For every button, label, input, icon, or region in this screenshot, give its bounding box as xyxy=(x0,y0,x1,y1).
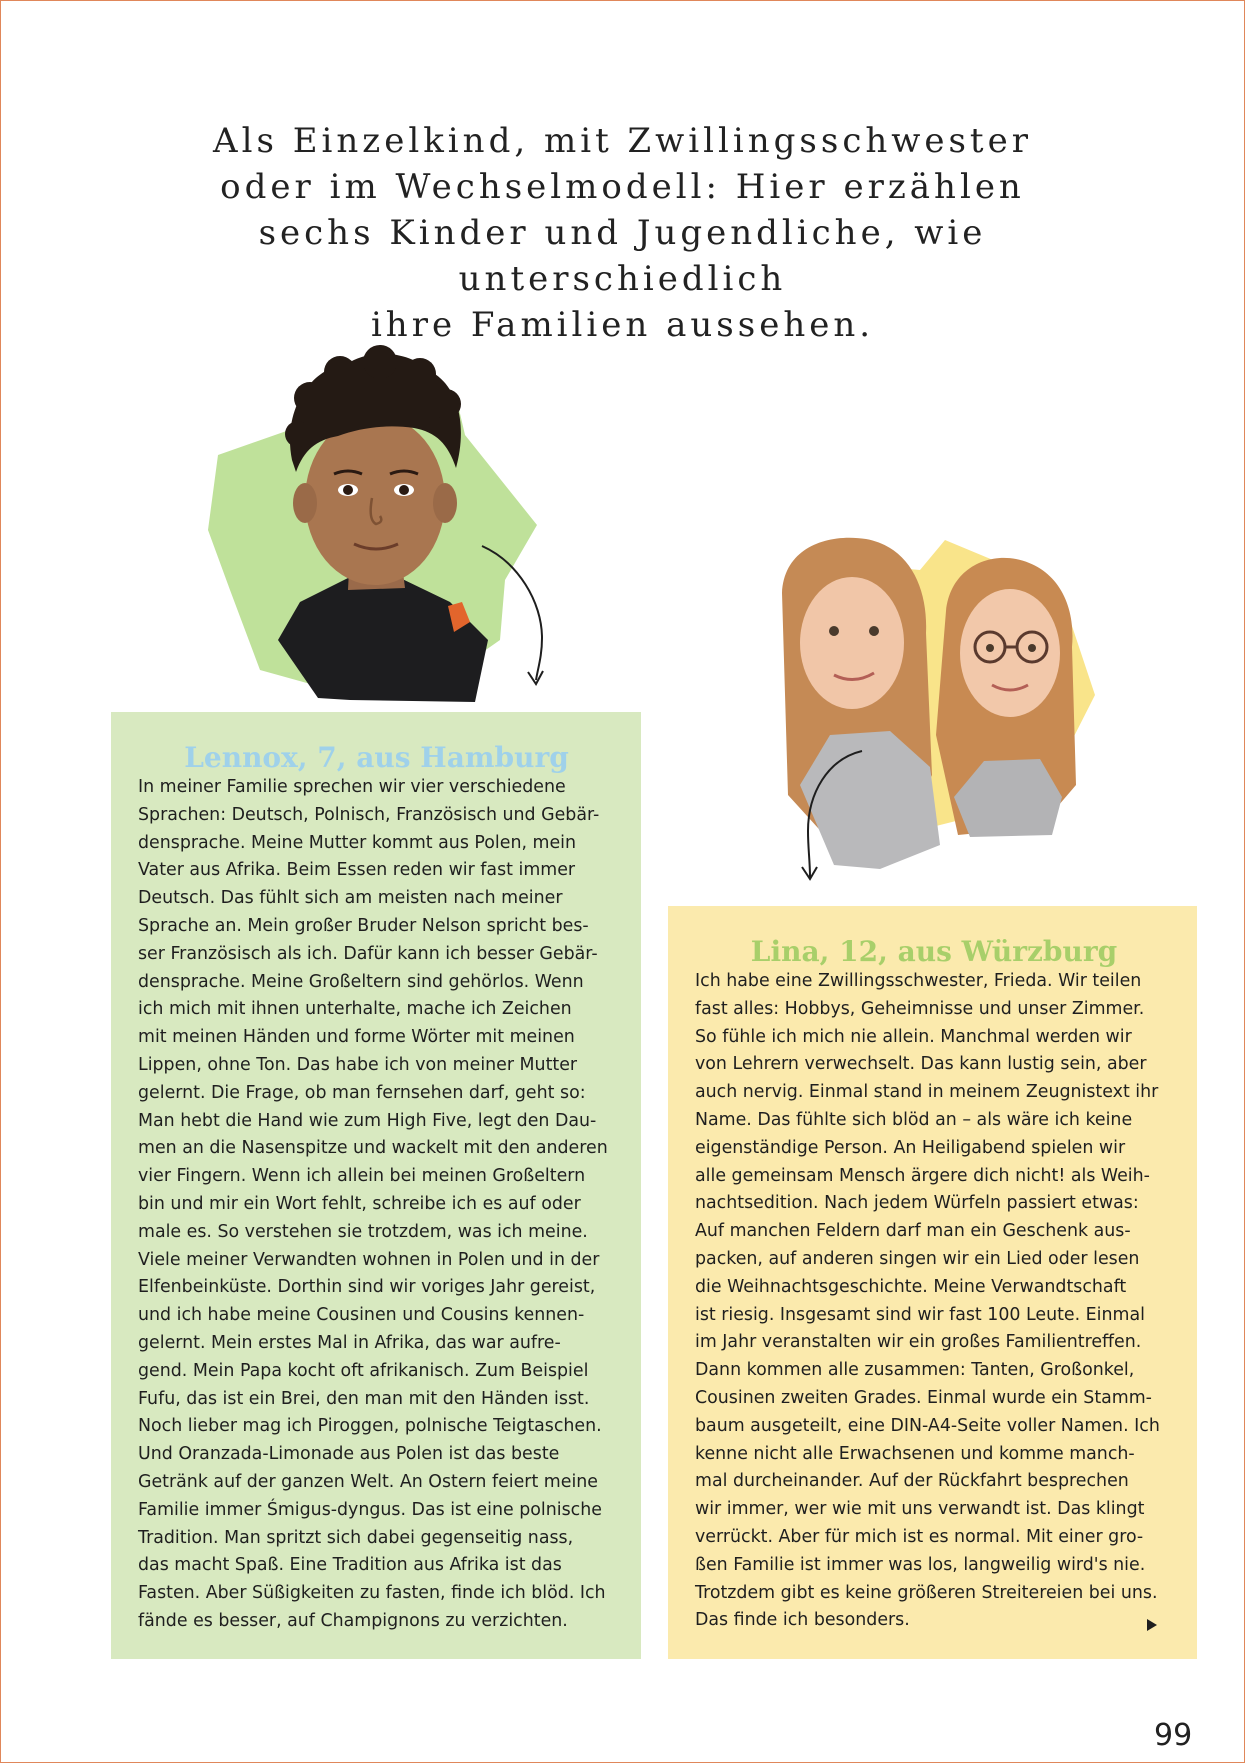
text-line: baum ausgeteilt, eine DIN-A4-Seite voller Namen. Ich xyxy=(695,1415,1160,1436)
text-line: fände es besser, auf Champignons zu verzichten. xyxy=(138,1610,568,1631)
text-line: Ich habe eine Zwillingsschwester, Frieda. Wir teilen xyxy=(695,971,1142,991)
text-line: ßen Familie ist immer was los, langweilig wird's nie. xyxy=(695,1554,1146,1575)
text-line: Sprachen: Deutsch, Polnisch, Französisch und Gebär- xyxy=(138,804,600,825)
text-line: Dann kommen alle zusammen: Tanten, Großonkel, xyxy=(695,1360,1135,1381)
text-line: gend. Mein Papa kocht oft afrikanisch. Zum Beispiel xyxy=(138,1360,589,1381)
text-line: ist riesig. Insgesamt sind wir fast 100 Leute. Einmal xyxy=(695,1304,1145,1325)
text-line: Trotzdem gibt es keine größeren Streitereien bei uns. xyxy=(695,1582,1158,1603)
text-line: bin und mir ein Wort fehlt, schreibe ich es auf oder xyxy=(138,1193,581,1214)
text-line: Sprache an. Mein großer Bruder Nelson spricht bes- xyxy=(138,915,589,936)
text-line: Fasten. Aber Süßigkeiten zu fasten, finde ich blöd. Ich xyxy=(138,1583,606,1604)
text-line: Tradition. Man spritzt sich dabei gegenseitig nass, xyxy=(138,1527,574,1548)
text-line: eigenständige Person. An Heiligabend spielen wir xyxy=(695,1137,1126,1158)
curved-arrow-icon xyxy=(470,540,550,690)
text-line: und ich habe meine Cousinen und Cousins kennen- xyxy=(138,1305,585,1326)
text-line: Elfenbeinküste. Dorthin sind wir voriges Jahr gereist, xyxy=(138,1277,596,1298)
play-triangle-icon xyxy=(1146,1618,1158,1632)
text-line: Name. Das fühlte sich blöd an – als wäre ich keine xyxy=(695,1109,1133,1130)
text-line: vier Fingern. Wenn ich allein bei meinen Großeltern xyxy=(138,1166,586,1187)
headline-line: oder im Wechselmodell: Hier erzählen xyxy=(220,167,1025,207)
card-title: Lennox, 7, aus Hamburg xyxy=(184,741,569,774)
text-line: Und Oranzada-Limonade aus Polen ist das beste xyxy=(138,1444,560,1465)
curved-arrow-icon xyxy=(790,745,870,885)
text-line: In meiner Familie sprechen wir vier verschiedene xyxy=(138,777,566,797)
text-line: Lippen, ohne Ton. Das habe ich von meiner Mutter xyxy=(138,1054,578,1075)
page-number: 99 xyxy=(1154,1718,1193,1753)
text-line: von Lehrern verwechselt. Das kann lustig sein, aber xyxy=(695,1054,1147,1075)
headline-line: Als Einzelkind, mit Zwillingsschwester xyxy=(213,121,1032,161)
text-line: im Jahr veranstalten wir ein großes Familientreffen. xyxy=(695,1332,1142,1353)
text-line: alle gemeinsam Mensch ärgere dich nicht! als Weih- xyxy=(695,1165,1150,1186)
text-line: gelernt. Mein erstes Mal in Afrika, das war aufre- xyxy=(138,1332,561,1353)
text-line: kenne nicht alle Erwachsenen und komme manch- xyxy=(695,1443,1135,1464)
text-line: gelernt. Die Frage, ob man fernsehen darf, geht so: xyxy=(138,1082,586,1103)
headline xyxy=(100,118,1145,348)
text-line: Fufu, das ist ein Brei, den man mit den Händen isst. xyxy=(138,1388,590,1409)
text-line: Viele meiner Verwandten wohnen in Polen und in der xyxy=(138,1249,600,1270)
face xyxy=(305,415,445,585)
text-line: Deutsch. Das fühlt sich am meisten nach meiner xyxy=(138,888,563,909)
text-line: ich mich mit ihnen unterhalte, mache ich Zeichen xyxy=(138,999,572,1020)
text-line: Familie immer Śmigus-dyngus. Das ist eine polnische xyxy=(138,1499,602,1520)
text-line: densprache. Meine Großeltern sind gehörlos. Wenn xyxy=(138,971,584,992)
text-line: Auf manchen Feldern darf man ein Geschenk aus- xyxy=(695,1221,1131,1242)
text-line: nachtsedition. Nach jedem Würfeln passiert etwas: xyxy=(695,1193,1139,1214)
text-line: packen, auf anderen singen wir ein Lied oder lesen xyxy=(695,1248,1140,1269)
text-line: fast alles: Hobbys, Geheimnisse und unser Zimmer. xyxy=(695,998,1145,1019)
text-line: densprache. Meine Mutter kommt aus Polen, mein xyxy=(138,832,577,853)
text-line: verrückt. Aber für mich ist es normal. Mit einer gro- xyxy=(695,1526,1144,1547)
text-line: mal durcheinander. Auf der Rückfahrt besprechen xyxy=(695,1471,1129,1492)
text-line: Man hebt die Hand wie zum High Five, legt den Dau- xyxy=(138,1110,597,1131)
text-line: das macht Spaß. Eine Tradition aus Afrika ist das xyxy=(138,1555,562,1576)
text-line: So fühle ich mich nie allein. Manchmal werden wir xyxy=(695,1026,1132,1047)
headline-line: sechs Kinder und Jugendliche, wie unterschiedlich xyxy=(258,213,987,299)
lennox-story-card xyxy=(111,712,641,1659)
card-title: Lina, 12, aus Würzburg xyxy=(750,935,1118,968)
text-line: auch nervig. Einmal stand in meinem Zeugnistext ihr xyxy=(695,1082,1159,1103)
text-line: Cousinen zweiten Grades. Einmal wurde ein Stamm- xyxy=(695,1387,1152,1408)
headline-line: ihre Familien aussehen. xyxy=(370,305,875,345)
text-line: male es. So verstehen sie trotzdem, was ich meine. xyxy=(138,1221,588,1242)
text-line: mit meinen Händen und forme Wörter mit meinen xyxy=(138,1027,575,1048)
card-text xyxy=(138,774,615,1636)
text-line: Getränk auf der ganzen Welt. An Ostern feiert meine xyxy=(138,1471,598,1492)
text-line: Das finde ich besonders. xyxy=(695,1610,910,1631)
text-line: ser Französisch als ich. Dafür kann ich besser Gebär- xyxy=(138,943,598,964)
text-line: men an die Nasenspitze und wackelt mit den anderen xyxy=(138,1138,608,1159)
card-text xyxy=(695,968,1173,1635)
text-line: Vater aus Afrika. Beim Essen reden wir fast immer xyxy=(138,860,576,881)
text-line: Noch lieber mag ich Piroggen, polnische Teigtaschen. xyxy=(138,1416,602,1437)
lina-story-card xyxy=(668,906,1197,1659)
text-line: die Weihnachtsgeschichte. Meine Verwandtschaft xyxy=(695,1276,1127,1297)
text-line: wir immer, wer wie mit uns verwandt ist. Das klingt xyxy=(695,1499,1145,1520)
